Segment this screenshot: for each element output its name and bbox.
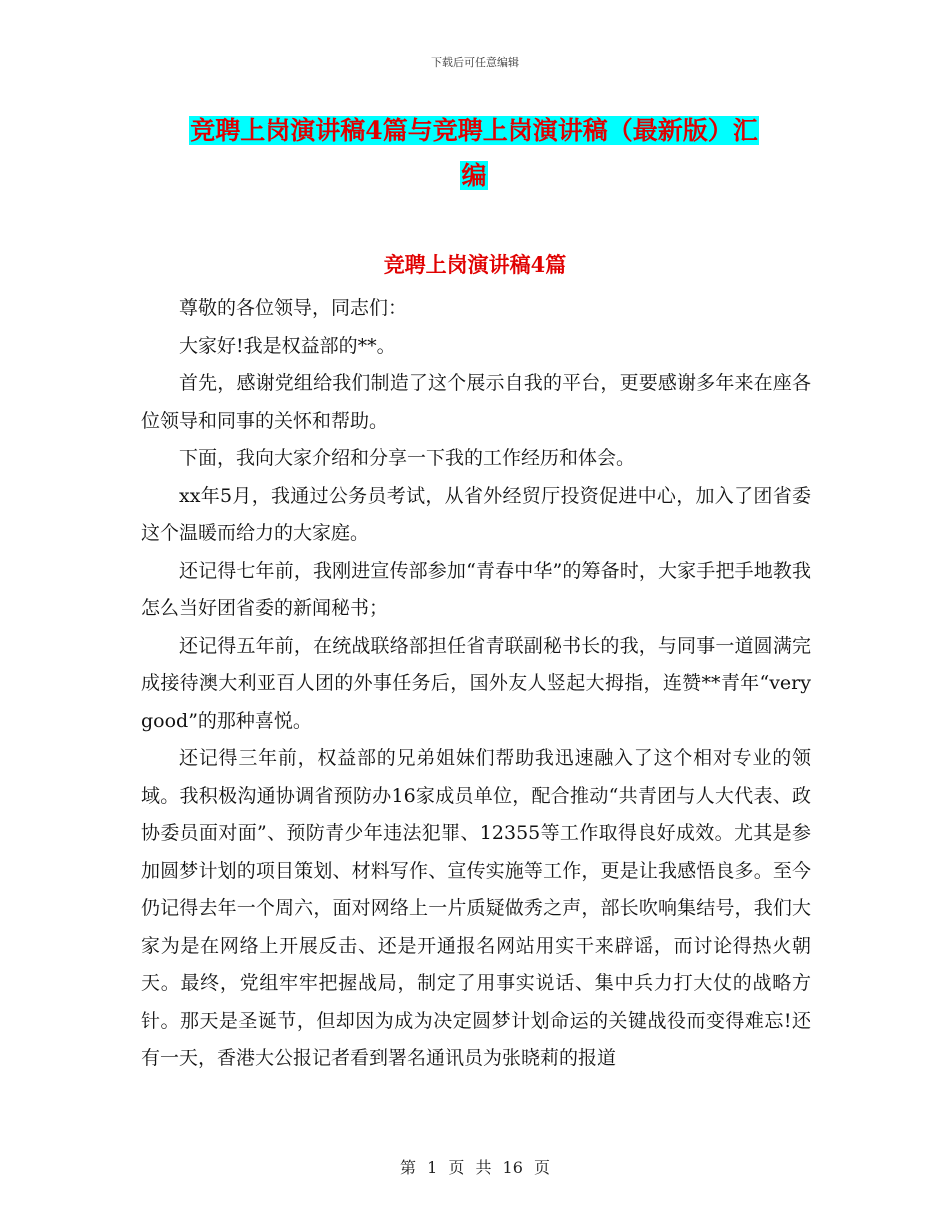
section-title: 竞聘上岗演讲稿4篇 xyxy=(383,252,567,277)
paragraph: 首先，感谢党组给我们制造了这个展示自我的平台，更要感谢多年来在座各位领导和同事的关怀和帮助。 xyxy=(141,372,811,432)
paragraph: xx年5月，我通过公务员考试，从省外经贸厅投资促进中心，加入了团省委这个温暖而给力的大家庭。 xyxy=(141,484,811,544)
body-text xyxy=(141,290,811,1078)
paragraph-greeting: 大家好!我是权益部的**。 xyxy=(179,334,396,357)
paragraph: 还记得七年前，我刚进宣传部参加“青春中华”的筹备时，大家手把手地教我怎么当好团省委的新闻秘书； xyxy=(141,559,811,619)
header-note: 下载后可任意编辑 xyxy=(431,56,519,69)
paragraph: 还记得五年前，在统战联络部担任省青联副秘书长的我，与同事一道圆满完成接待澳大利亚百人团的外事任务后，国外友人竖起大拇指，连赞**青年“very good”的那种喜悦。 xyxy=(141,634,811,732)
document-title-line1: 竞聘上岗演讲稿4篇与竞聘上岗演讲稿（最新版）汇 xyxy=(190,116,758,145)
paragraph: 还记得三年前，权益部的兄弟姐妹们帮助我迅速融入了这个相对专业的领域。我积极沟通协调省预防办16家成员单位，配合推动“共青团与人大代表、政协委员面对面”、预防青少年违法犯罪、12355等工作取得良好成效。尤其是参加圆梦计划的项目策划、材料写作、宣传实施等工作，更是让我感悟良多。至今仍记得去年一个周六，面对网络上一片质疑做秀之声，部长吹响集结号，我们大家为是在网络上开展反击、还是开通报名网站用实干来辟谣，而讨论得热火朝天。最终，党组牢牢把握战局，制定了用事实说话、集中兵力打大仗的战略方针。那天是圣诞节，但却因为成为决定圆梦计划命运的关键战役而变得难忘!还有一天，香港大公报记者看到署名通讯员为张晓莉的报道 xyxy=(141,747,811,1069)
document-title-line2: 编 xyxy=(461,161,487,190)
page-footer: 第 1 页 共 16 页 xyxy=(400,1158,550,1177)
document-title xyxy=(140,108,808,198)
paragraph-salutation: 尊敬的各位领导，同志们： xyxy=(179,297,408,319)
paragraph: 下面，我向大家介绍和分享一下我的工作经历和体会。 xyxy=(179,447,636,469)
